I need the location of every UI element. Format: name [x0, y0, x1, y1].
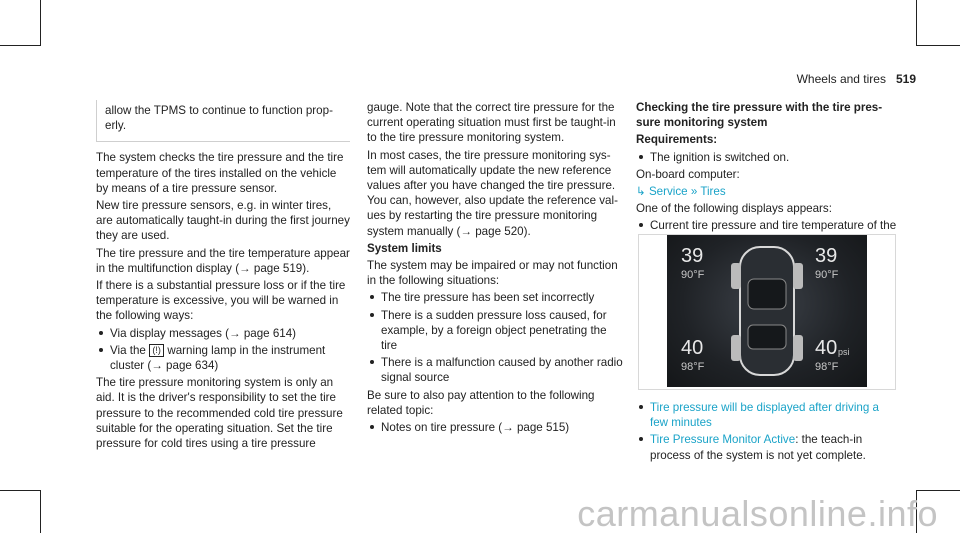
pressure-unit: psi: [838, 347, 850, 357]
list-item: [636, 432, 898, 462]
menu-tires: Tires: [700, 185, 726, 199]
tire-warning-icon: (!): [149, 344, 164, 357]
list-item: [96, 343, 350, 373]
bullet-list: [636, 150, 898, 165]
bullet-list: [367, 290, 623, 385]
paragraph: New tire pressure sensors, e.g. in winter tires, are automatically taught-in during the first journey they are used.: [96, 199, 350, 243]
list-item: Notes on tire pressure (→ page 515): [367, 420, 623, 435]
right-column-lower: [636, 400, 898, 465]
paragraph: The tire pressure and the tire temperature appear in the multifunction display (→ page 519).: [96, 246, 350, 275]
paragraph: One of the following displays appears:: [636, 202, 832, 216]
list-item: Tire pressure will be displayed after driving a few minutes: [636, 400, 898, 430]
list-item: Via display messages (→ page 614): [96, 326, 350, 341]
section-title: Wheels and tires: [796, 72, 886, 86]
right-column: [636, 100, 898, 251]
crop-mark: [0, 490, 41, 491]
page-header: [797, 72, 916, 86]
front-right-temp: 90°F: [815, 269, 839, 281]
paragraph: gauge. Note that the correct tire pressure for the current operating situation must first be taught-in to the tire pressure monitoring system.: [367, 101, 616, 145]
note-text: allow the TPMS to continue to function properly.: [105, 104, 333, 133]
rear-right-pressure: 40: [815, 337, 838, 359]
list-item: The tire pressure has been set incorrectly: [367, 290, 623, 305]
menu-path: [636, 184, 898, 199]
paragraph: The tire pressure monitoring system is only an aid. It is the driver's responsibility to set the tire pressure to the recommended cold tire pressure suitable for the operating situation. Set the tire pressure for cold tires using a tire pressure: [96, 376, 343, 451]
paragraph: On-board computer:: [636, 167, 740, 181]
front-left-temp: 90°F: [681, 269, 705, 281]
paragraph: If there is a substantial pressure loss or if the tire temperature is excessive, you will be warned in the following ways:: [96, 279, 346, 323]
paragraph: The system checks the tire pressure and the tire temperature of the tires installed on the vehicle by means of a tire pressure sensor.: [96, 151, 344, 195]
crop-mark: [916, 45, 960, 46]
list-item-text: : the teach-in process of the system is not yet complete.: [650, 433, 866, 462]
tire-pressure-screen: [667, 235, 867, 387]
front-right-pressure: 39: [815, 245, 838, 267]
double-chevron-icon: »: [690, 185, 698, 199]
watermark: carmanualsonline.info: [577, 493, 938, 534]
list-item-text: warning lamp in the instrument cluster (→ page 634): [110, 343, 326, 373]
bullet-list: [367, 420, 623, 435]
paragraph: Be sure to also pay attention to the following related topic:: [367, 388, 595, 417]
bullet-list: [96, 326, 350, 374]
crop-mark: [0, 45, 41, 46]
list-item: There is a malfunction caused by another radio signal source: [367, 355, 623, 385]
crop-mark: [916, 490, 960, 491]
list-item: The ignition is switched on.: [636, 150, 898, 165]
crop-mark: [40, 490, 41, 533]
list-item: Current tire pressure and tire temperature of the: [636, 218, 898, 248]
note-box: [96, 100, 350, 142]
status-message: Tire Pressure Monitor Active: [650, 433, 796, 447]
rear-right-temp: 98°F: [815, 361, 839, 373]
section-heading: Checking the tire pressure with the tire pressure monitoring system: [636, 101, 883, 130]
crop-mark: [916, 0, 917, 46]
page-number: 519: [895, 72, 916, 86]
tire-display-figure: [638, 234, 896, 390]
rear-left-pressure: 40: [681, 337, 704, 359]
paragraph: In most cases, the tire pressure monitoring system will automatically update the new reference values after you have changed the tire pressure. You can, however, also update the reference values by restarting the tire pressure monitoring system manually (→ page 520).: [367, 148, 618, 238]
menu-service: Service: [648, 185, 688, 199]
paragraph: The system may be impaired or may not function in the following situations:: [367, 259, 618, 288]
bullet-list: [636, 400, 898, 463]
left-column: [96, 100, 350, 453]
crop-mark: [40, 0, 41, 46]
list-item: There is a sudden pressure loss caused, for example, by a foreign object penetrating the tire: [367, 308, 623, 354]
return-arrow-icon: ↳: [636, 185, 646, 199]
section-heading: System limits: [367, 241, 442, 255]
front-left-pressure: 39: [681, 245, 704, 267]
list-item-text: Via the: [110, 343, 146, 357]
requirements-heading: Requirements:: [636, 133, 718, 147]
rear-left-temp: 98°F: [681, 361, 705, 373]
middle-column: [367, 100, 623, 437]
